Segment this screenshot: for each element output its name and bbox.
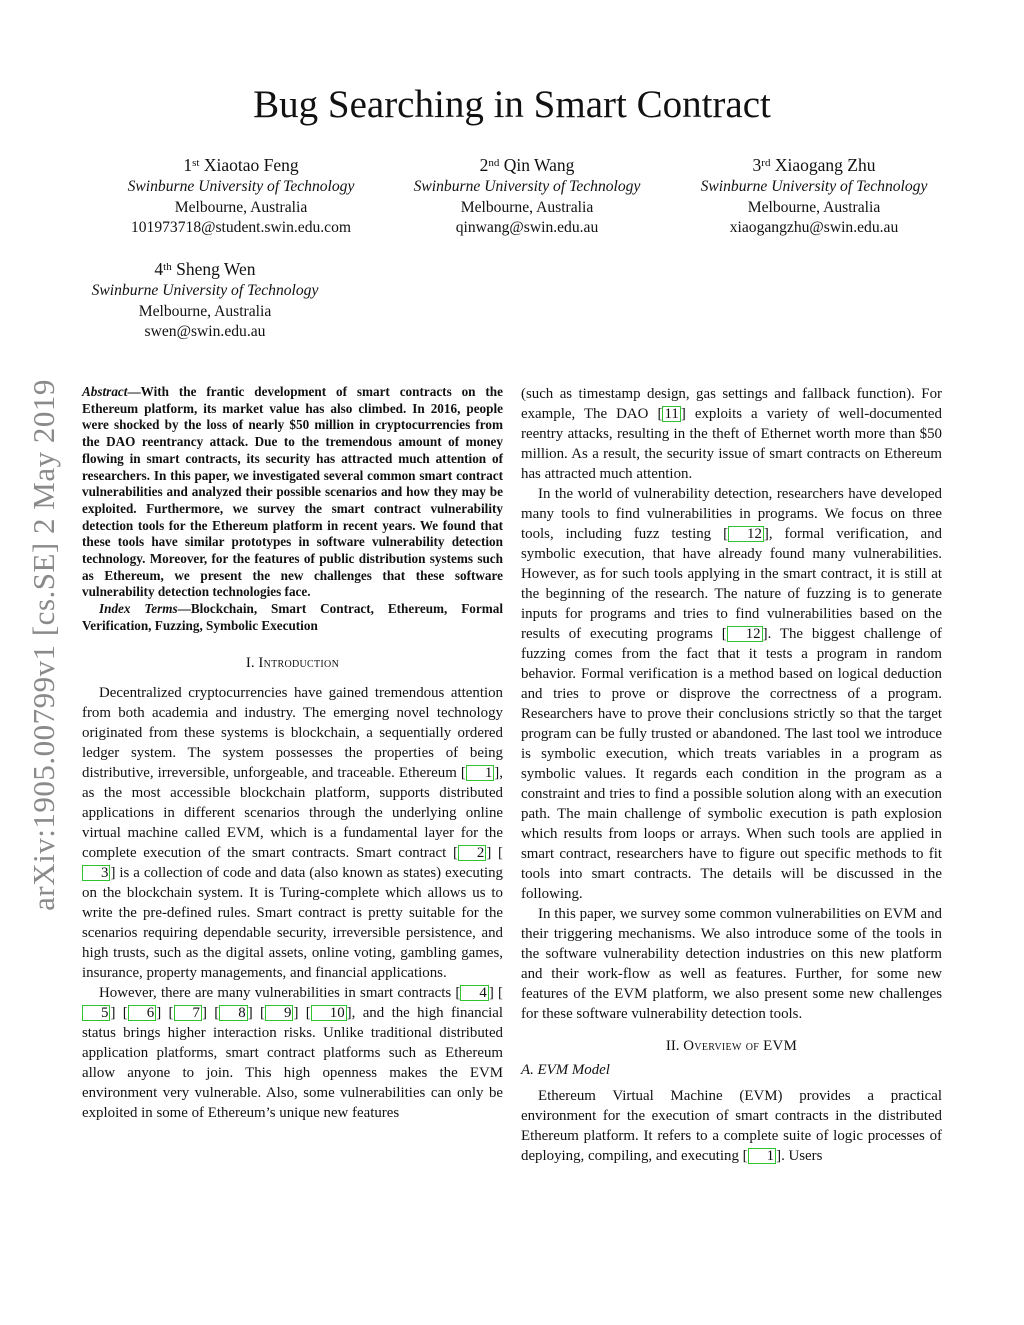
abstract	[82, 384, 503, 635]
author-affiliation: Swinburne University of Technology	[127, 178, 355, 195]
citation-link[interactable]: 6	[128, 1005, 156, 1021]
subsection-heading-evm-model: A. EVM Model	[521, 1062, 610, 1078]
author-affiliation: Swinburne University of Technology	[91, 282, 319, 299]
author-affiliation: Swinburne University of Technology	[413, 178, 641, 195]
citation-link[interactable]: 2	[458, 845, 486, 861]
right-column	[521, 384, 942, 1166]
citation-link[interactable]: 3	[82, 865, 110, 881]
intro-paragraph: However, there are many vulnerabilities in smart contracts [ 4 ] [5 ] [ 6 ] [ 7 ] [ 8 ] [ 9 ] [ 10 ], and the high financial status brings higher interaction risks. Unlike traditional distributed application platforms, smart contract platforms such as Ethereum allow anyone to join. This high openness makes the EVM environment very vulnerable. Also, some vulnerabilities can only be exploited in some of Ethereum’s unique new features	[82, 984, 504, 1121]
author-affiliation: Swinburne University of Technology	[700, 178, 928, 195]
section-heading-introduction: I. Introduction	[245, 654, 340, 671]
paper-title: Bug Searching in Smart Contract	[253, 83, 771, 126]
citation-link[interactable]: 7	[174, 1005, 202, 1021]
author-3: 3rd Xiaogang Zhu Swinburne University of Technology Melbourne, Australia xiaogangzhu@swin.edu.au	[664, 153, 964, 239]
author-location: Melbourne, Australia	[138, 302, 272, 320]
intro-paragraph: In this paper, we survey some common vulnerabilities on EVM and their triggering mechanisms. We also introduce some of the tools in the software vulnerability detection industries on this new platform and their work-flow as well as features. Further, for some new features of the EVM platform, we also present some new challenges for these software vulnerability detection tools.	[521, 906, 942, 1022]
author-email: swen@swin.edu.au	[144, 323, 266, 340]
author-location: Melbourne, Australia	[460, 198, 594, 216]
citation-link[interactable]: 12	[728, 526, 764, 542]
citation-link[interactable]: 12	[727, 626, 763, 642]
citation-link[interactable]: 8	[219, 1005, 247, 1021]
author-4: 4th Sheng Wen Swinburne University of Technology Melbourne, Australia swen@swin.edu.au	[55, 257, 355, 343]
author-email: xiaogangzhu@swin.edu.au	[729, 219, 899, 236]
arxiv-identifier[interactable]: arXiv:1905.00799v1 [cs.SE] 2 May 2019	[26, 379, 61, 911]
author-email: 101973718@student.swin.edu.com	[130, 219, 352, 236]
intro-paragraph: (such as timestamp design, gas settings and fallback function). For example, The DAO [ 11 ] exploits a variety of well-documented reentry attacks, resulting in the theft of Ethernet worth more than $50 million. As a result, the security issue of smart contracts on Ethereum has attracted much attention.	[521, 386, 942, 482]
section-heading-overview: II. Overview of EVM	[665, 1038, 798, 1054]
author-location: Melbourne, Australia	[747, 198, 881, 216]
abstract-text: —With the frantic development of smart contracts on the Ethereum platform, its market value has also climbed. In 2016, people were shocked by the loss of nearly $50 million in cryptocurrencies from the DAO reentrancy attack. Due to the tremendous amount of money flowing in smart contracts, its security has attracted much attention of researchers. In this paper, we investigated several common smart contract vulnerabilities and analyzed their possible scenarios and how they may be exploited. Furthermore, we survey the smart contract vulnerability detection tools for the Ethereum platform in recent years. We found that these tools have similar prototypes in software vulnerability detection technology. Moreover, for the features of public distribution systems such as Ethereum, we present the new challenges that these software vulnerability detection technologies face.	[82, 384, 503, 600]
citation-link[interactable]: 10	[311, 1005, 347, 1021]
index-terms: —Blockchain, Smart Contract, Ethereum, Formal Verification, Fuzzing, Symbolic Execution	[82, 601, 503, 633]
author-1: 1st Xiaotao Feng Swinburne University of Technology Melbourne, Australia 101973718@student.swin.edu.com	[91, 153, 391, 239]
citation-link[interactable]: 1	[748, 1148, 776, 1164]
author-email: qinwang@swin.edu.au	[455, 219, 599, 236]
abstract-label: Abstract	[82, 384, 128, 399]
citation-link[interactable]: 9	[265, 1005, 293, 1021]
evm-paragraph: Ethereum Virtual Machine (EVM) provides a practical environment for the execution of smart contracts in the distributed Ethereum platform. It refers to a complete suite of logic processes of deploying, compiling, and executing [ 1 ]. Users	[521, 1088, 942, 1164]
intro-paragraph: Decentralized cryptocurrencies have gained tremendous attention from both academia and industry. The emerging novel technology originated from these systems is blockchain, a sequentially ordered ledger system. The system possesses the properties of being distributive, irreversible, unforgeable, and traceable. Ethereum [ 1 ], as the most accessible blockchain platform, supports distributed applications in different scenarios through the underlying online virtual machine called EVM, which is a fundamental layer for the complete execution of the smart contracts. Smart contract [ 2 ] [3 ] is a collection of code and data (also known as states) executing on the blockchain system. It is Turing-complete which allows us to write the pre-defined rules. Smart contract is pretty suitable for the scenarios requiring dependable security, irreversible persistence, and high trusts, such as the digital assets, online voting, gambling games, insurance, property managements, and financial applications.	[82, 684, 504, 981]
citation-link[interactable]: 4	[460, 985, 488, 1001]
author-location: Melbourne, Australia	[174, 198, 308, 216]
intro-paragraph: In the world of vulnerability detection, researchers have developed many tools to find vulnerabilities in programs. We focus on three tools, including fuzz testing [ 12 ], formal verification, and symbolic execution, that have already found many vulnerabilities. However, as for such tools applying in the smart contract, it is still at the beginning of the research. The nature of fuzzing is to generate inputs for programs and tries to find vulnerabilities based on the results of executing programs [ 12 ]. The biggest challenge of fuzzing comes from the fact that it tests a program in random behavior. Formal verification is a method based on logical deduction and tries to prove or disprove the correctness of a program. Researchers have to prove their conclusions strictly so that the target program can be fully trusted or abandoned. The last tool we introduce is symbolic execution, which treats variables in a program as symbolic values. It regards each condition in the program as a constraint and tries to find a possible solution along with an execution path. The main challenge of symbolic execution is path explosion which results from loops or arrays. When such tools are applied in smart contract, researchers have to figure out specific methods to fit tools into smart contracts. The details will be discussed in the following.	[521, 486, 943, 902]
citation-link[interactable]: 1	[466, 765, 494, 781]
index-terms-label: Index Terms	[99, 601, 178, 617]
citation-link[interactable]: 5	[82, 1005, 110, 1021]
left-column	[82, 384, 503, 1123]
author-2: 2nd Qin Wang Swinburne University of Technology Melbourne, Australia qinwang@swin.edu.au	[377, 153, 677, 239]
citation-link[interactable]: 11	[664, 406, 679, 422]
